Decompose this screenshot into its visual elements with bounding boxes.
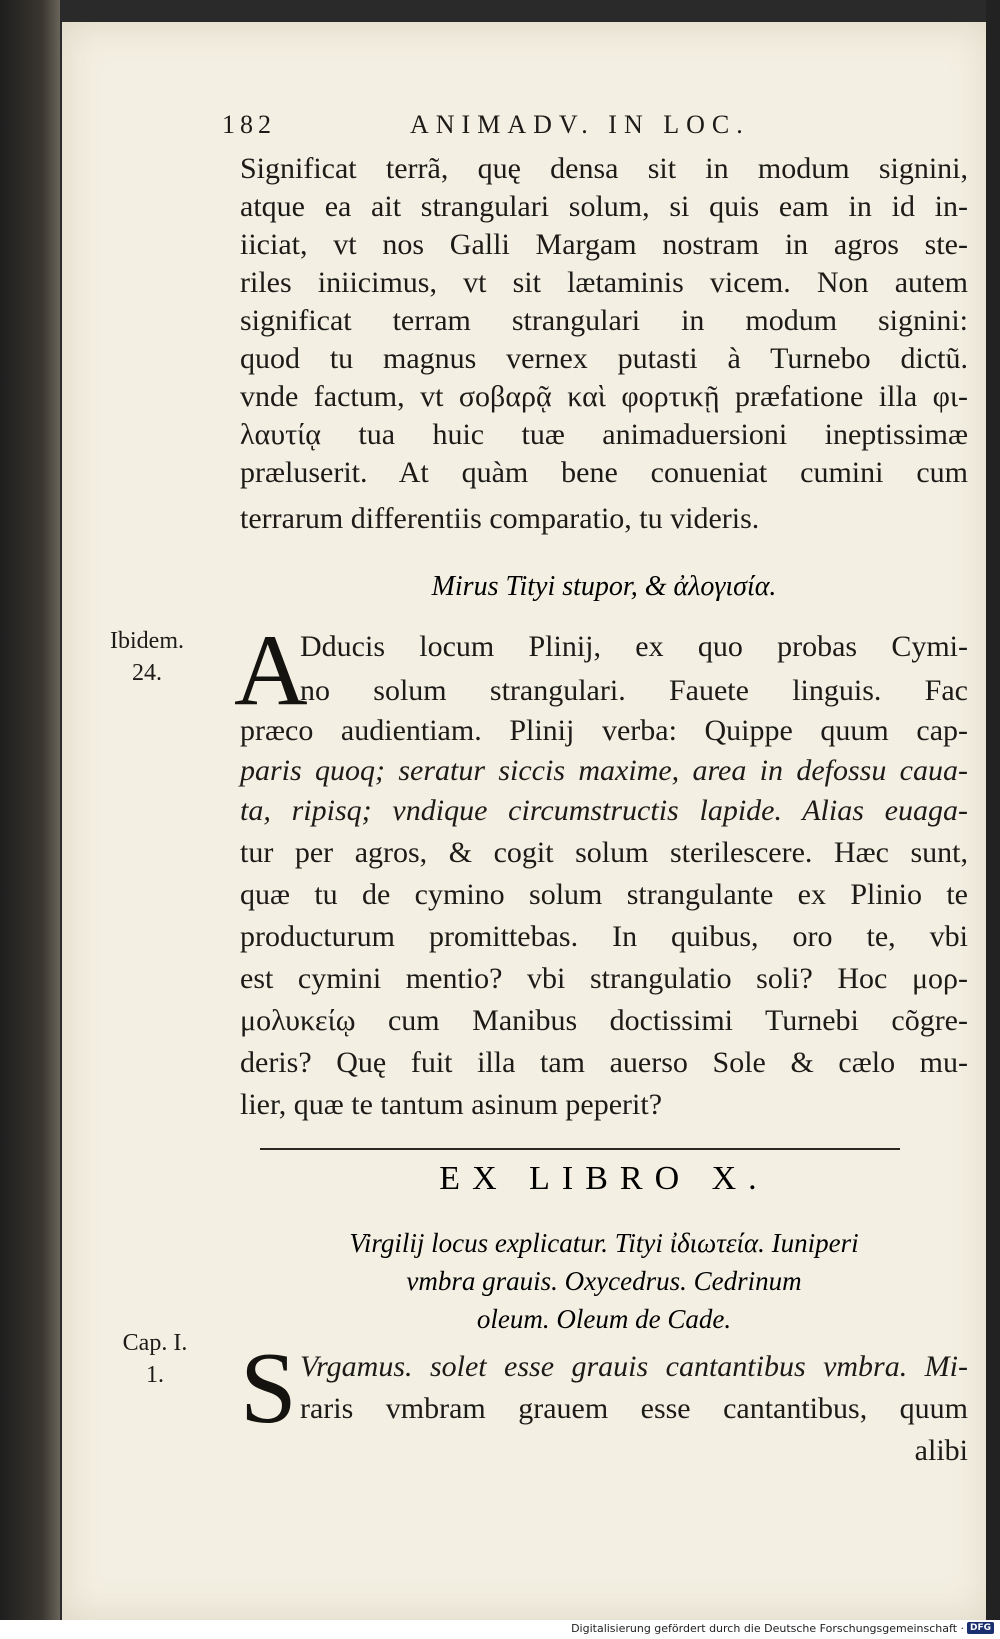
- text-line: præluserit. At quàm bene conueniat cumini cum: [240, 456, 968, 489]
- text-line: λαυτίᾳ tua huic tuæ animaduersioni ineptissimæ: [240, 418, 968, 451]
- text-line: atque ea ait strangulari solum, si quis eam in id in-: [240, 190, 968, 223]
- margin-note-ibidem: Ibidem.: [110, 628, 184, 654]
- margin-note-chapter: Cap. I.: [122, 1330, 188, 1356]
- text-line: terrarum differentiis comparatio, tu videris.: [240, 502, 760, 535]
- section-heading: Mirus Tityi stupor, & ἀλογισία.: [431, 571, 777, 602]
- chapter-summary-line: vmbra grauis. Oxycedrus. Cedrinum: [406, 1266, 802, 1296]
- footer-bar: [0, 1620, 1000, 1639]
- text-line: quod tu magnus vernex putasti à Turnebo dictũ.: [240, 342, 968, 375]
- running-title: ANIMADV. IN LOC.: [410, 110, 750, 139]
- drop-cap: S: [240, 1332, 297, 1445]
- margin-note-number: 24.: [132, 660, 162, 686]
- chapter-summary-line: oleum. Oleum de Cade.: [476, 1304, 732, 1334]
- text-line: significat terram strangulari in modum signini:: [240, 304, 968, 337]
- book-gutter-shadow: [0, 0, 60, 1639]
- text-line: riles iniicimus, vt sit lætaminis vicem. Non autem: [240, 266, 968, 299]
- text-line: ta, ripisq; vndique circumstructis lapide. Alias euaga-: [240, 794, 968, 827]
- text-line: paris quoq; seratur siccis maxime, area in defossu caua-: [240, 754, 968, 787]
- digitization-credit: Digitalisierung gefördert durch die Deutsche Forschungsgemeinschaft ·: [571, 1622, 964, 1635]
- book-title: EX LIBRO X.: [439, 1160, 769, 1197]
- text-line: vnde factum, vt σοβαρᾷ καὶ φορτικῇ præfatione illa φι-: [240, 380, 968, 413]
- text-line: μολυκείῳ cum Manibus doctissimi Turnebi cõgre-: [240, 1004, 968, 1037]
- dfg-logo: DFG: [967, 1622, 994, 1634]
- text-line: est cymini mentio? vbi strangulatio soli? Hoc μορ-: [240, 962, 968, 995]
- text-line: quæ tu de cymino solum strangulante ex Plinio te: [240, 878, 968, 911]
- chapter-summary-line: Virgilij locus explicatur. Tityi ἰδιωτεία. Iuniperi: [349, 1228, 859, 1258]
- text-line: no solum strangulari. Fauete linguis. Fac: [300, 674, 968, 707]
- book-edge-shadow: [986, 0, 1000, 1639]
- catchword: alibi: [914, 1434, 968, 1467]
- text-line: producturum promittebas. In quibus, oro te, vbi: [240, 920, 968, 953]
- text-line: præco audientiam. Plinij verba: Quippe quum cap-: [240, 714, 968, 747]
- text-line: tur per agros, & cogit solum sterilescere. Hæc sunt,: [240, 836, 968, 869]
- margin-note-number: 1.: [146, 1362, 164, 1388]
- text-line: Dducis locum Plinij, ex quo probas Cymi-: [300, 630, 968, 663]
- text-line: Significat terrã, quę densa sit in modum signini,: [240, 152, 968, 185]
- page-number: 182: [222, 110, 276, 139]
- section-rule: [260, 1148, 900, 1150]
- text-line: iiciat, vt nos Galli Margam nostram in agros ste-: [240, 228, 968, 261]
- text-line: deris? Quę fuit illa tam auerso Sole & cælo mu-: [240, 1046, 968, 1079]
- text-line: Vrgamus. solet esse grauis cantantibus vmbra. Mi-: [300, 1350, 968, 1383]
- text-line: raris vmbram grauem esse cantantibus, quum: [300, 1392, 968, 1425]
- drop-cap: A: [234, 614, 308, 727]
- text-line: lier, quæ te tantum asinum peperit?: [240, 1088, 663, 1121]
